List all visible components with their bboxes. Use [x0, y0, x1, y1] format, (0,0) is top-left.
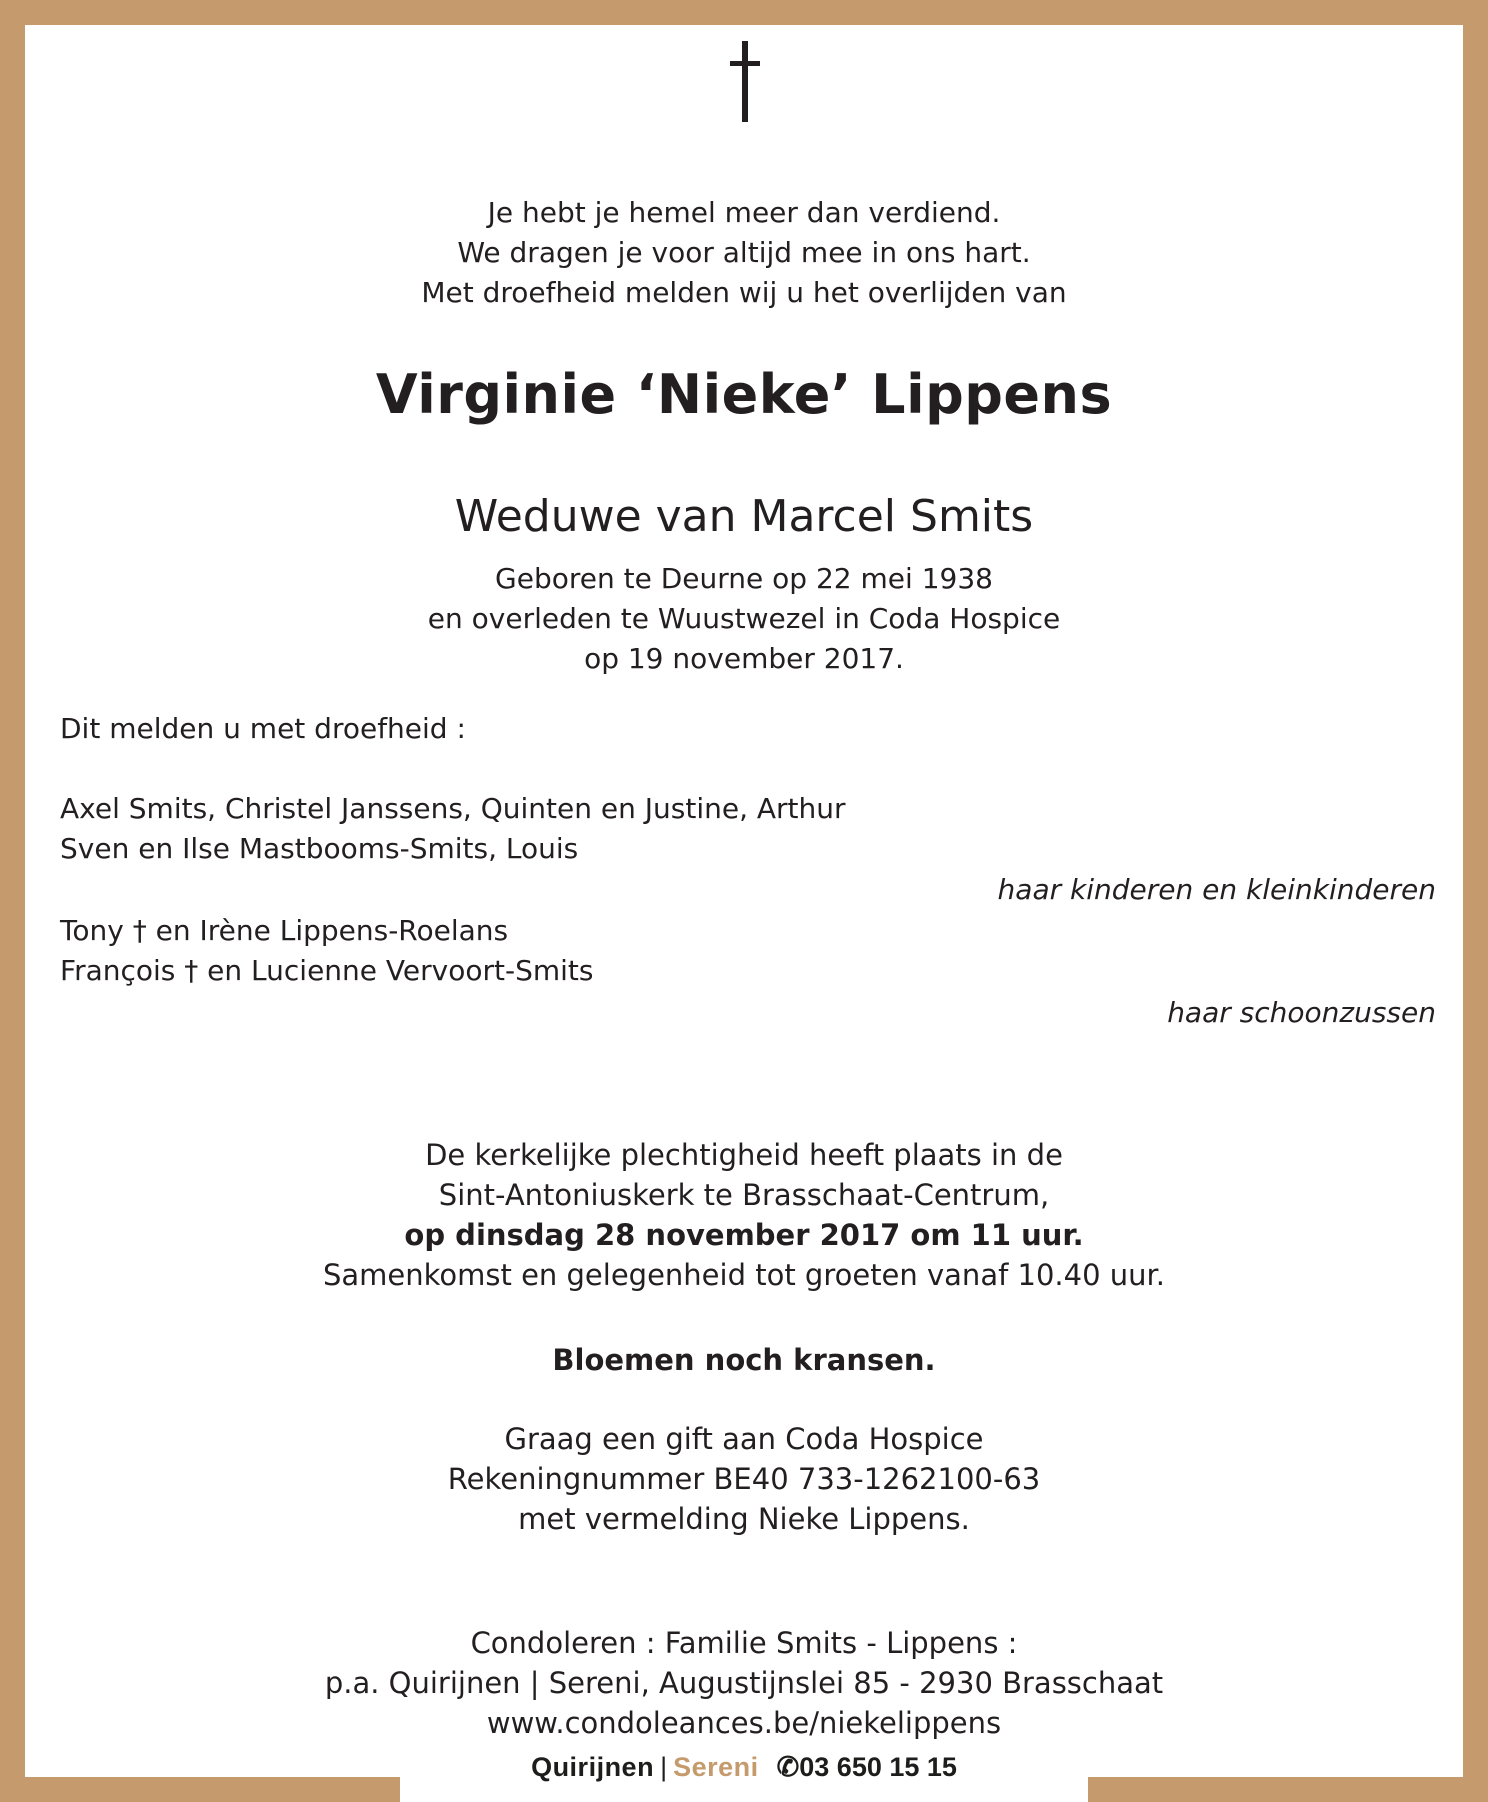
- deceased-name: Virginie ‘Nieke’ Lippens: [375, 363, 1113, 426]
- widow-of: Weduwe van Marcel Smits: [454, 491, 1034, 542]
- brand-sereni: Sereni: [673, 1752, 759, 1782]
- gift-info: [25, 1419, 1463, 1539]
- born-line: Geboren te Deurne op 22 mei 1938: [495, 562, 993, 595]
- gift-line: met vermelding Nieke Lippens.: [518, 1502, 970, 1536]
- family-line: François † en Lucienne Vervoort-Smits: [60, 954, 594, 987]
- family-line: Sven en Ilse Mastbooms-Smits, Louis: [60, 832, 579, 865]
- brand-quirijnen: Quirijnen: [531, 1752, 655, 1782]
- gift-line: Graag een gift aan Coda Hospice: [504, 1422, 984, 1456]
- announcers-heading: Dit melden u met droefheid :: [60, 712, 466, 745]
- in-laws-label: haar schoonzussen: [1167, 996, 1436, 1029]
- funeral-home-footer: [0, 1752, 1488, 1783]
- born-died: [25, 559, 1463, 679]
- children-list: [60, 789, 846, 869]
- ceremony-church: Sint-Antoniuskerk te Brasschaat-Centrum,: [438, 1178, 1050, 1212]
- flowers-note: Bloemen noch kransen.: [552, 1343, 936, 1377]
- condolence-address: p.a. Quirijnen | Sereni, Augustijnslei 85 - 2930 Brasschaat: [324, 1666, 1164, 1700]
- ceremony-info: [25, 1135, 1463, 1295]
- ceremony-date: op dinsdag 28 november 2017 om 11 uur.: [404, 1218, 1084, 1252]
- died-date-line: op 19 november 2017.: [584, 642, 904, 675]
- intro-line: Met droefheid melden wij u het overlijden van: [421, 276, 1067, 309]
- obituary-card: [25, 25, 1463, 1777]
- ceremony-gathering: Samenkomst en gelegenheid tot groeten vanaf 10.40 uur.: [322, 1258, 1165, 1292]
- condolence-website: www.condoleances.be/niekelippens: [486, 1706, 1002, 1740]
- condolences-info: [25, 1623, 1463, 1743]
- phone-number: ✆03 650 15 15: [776, 1752, 957, 1782]
- condolence-line: Condoleren : Familie Smits - Lippens :: [470, 1626, 1018, 1660]
- cross-icon: [730, 41, 760, 122]
- ceremony-line: De kerkelijke plechtigheid heeft plaats in de: [425, 1138, 1063, 1172]
- intro-verse: [25, 193, 1463, 313]
- family-line: Axel Smits, Christel Janssens, Quinten en Justine, Arthur: [60, 792, 846, 825]
- brand-separator: |: [660, 1752, 668, 1782]
- children-label: haar kinderen en kleinkinderen: [997, 873, 1436, 906]
- in-laws-list: [60, 911, 593, 991]
- intro-line: Je hebt je hemel meer dan verdiend.: [487, 196, 1001, 229]
- intro-line: We dragen je voor altijd mee in ons hart.: [457, 236, 1031, 269]
- died-line: en overleden te Wuustwezel in Coda Hospice: [427, 602, 1061, 635]
- family-line: Tony † en Irène Lippens-Roelans: [60, 914, 509, 947]
- account-number: Rekeningnummer BE40 733-1262100-63: [447, 1462, 1041, 1496]
